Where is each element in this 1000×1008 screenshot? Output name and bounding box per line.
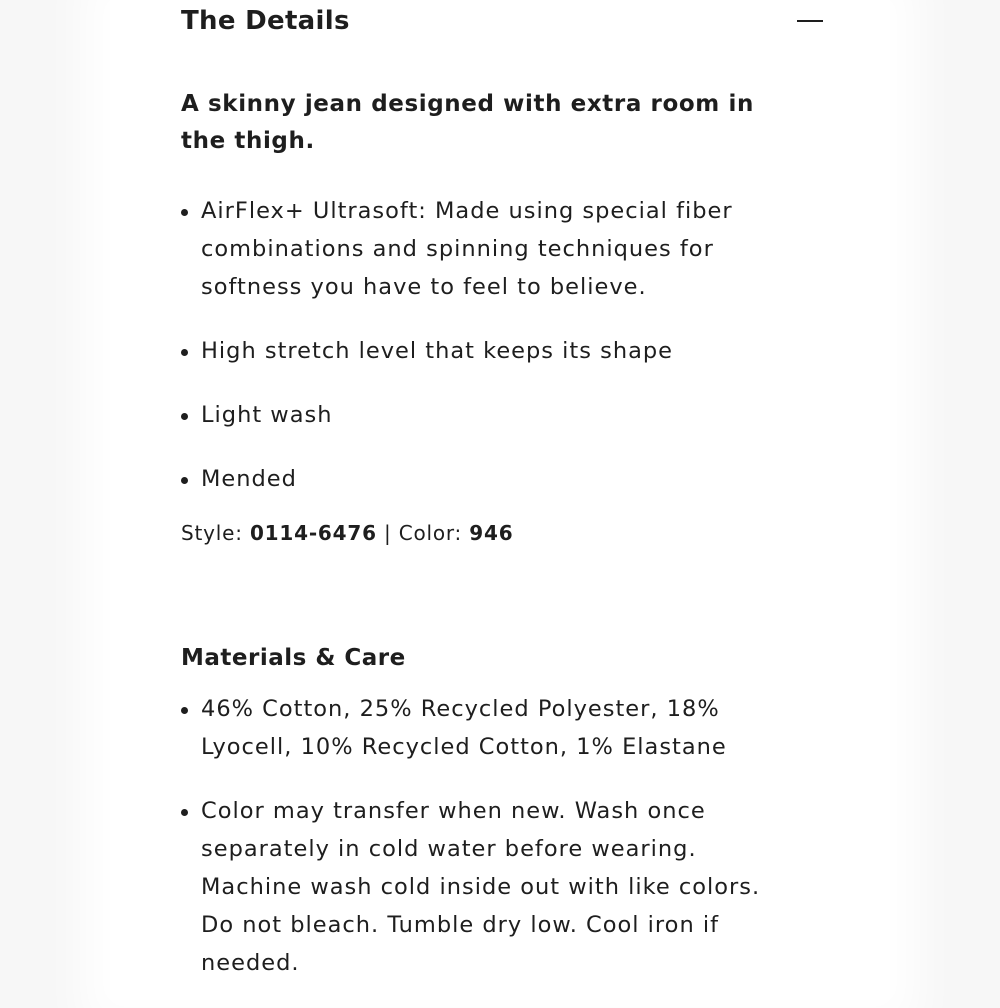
- materials-bullet-list: [181, 690, 801, 982]
- details-section-title: The Details: [181, 6, 350, 36]
- color-label: Color:: [398, 521, 463, 545]
- details-bullet-list: [181, 192, 801, 498]
- style-label: Style:: [181, 521, 243, 545]
- details-content: [181, 86, 801, 1008]
- list-item: Mended: [181, 460, 801, 498]
- style-number: 0114-6476: [249, 521, 377, 545]
- list-item: Light wash: [181, 396, 801, 434]
- list-item: AirFlex+ Ultrasoft: Made using special fiber combinations and spinning techniques for softness you have to feel to believe.: [181, 192, 801, 306]
- list-item: Color may transfer when new. Wash once separately in cold water before wearing. Machine wash cold inside out with like colors. Do not bleach. Tumble dry low. Cool iron if needed.: [181, 792, 801, 982]
- minus-icon[interactable]: [795, 8, 825, 34]
- details-accordion-header[interactable]: [181, 4, 825, 40]
- materials-section-title: Materials & Care: [181, 645, 406, 671]
- materials-section: [181, 642, 801, 982]
- product-lead-description: A skinny jean designed with extra room in the thigh.: [181, 91, 754, 154]
- separator: |: [383, 521, 392, 545]
- color-code: 946: [469, 521, 514, 545]
- list-item: 46% Cotton, 25% Recycled Polyester, 18% Lyocell, 10% Recycled Cotton, 1% Elastane: [181, 690, 801, 766]
- style-color-line: [181, 518, 801, 548]
- list-item: High stretch level that keeps its shape: [181, 332, 801, 370]
